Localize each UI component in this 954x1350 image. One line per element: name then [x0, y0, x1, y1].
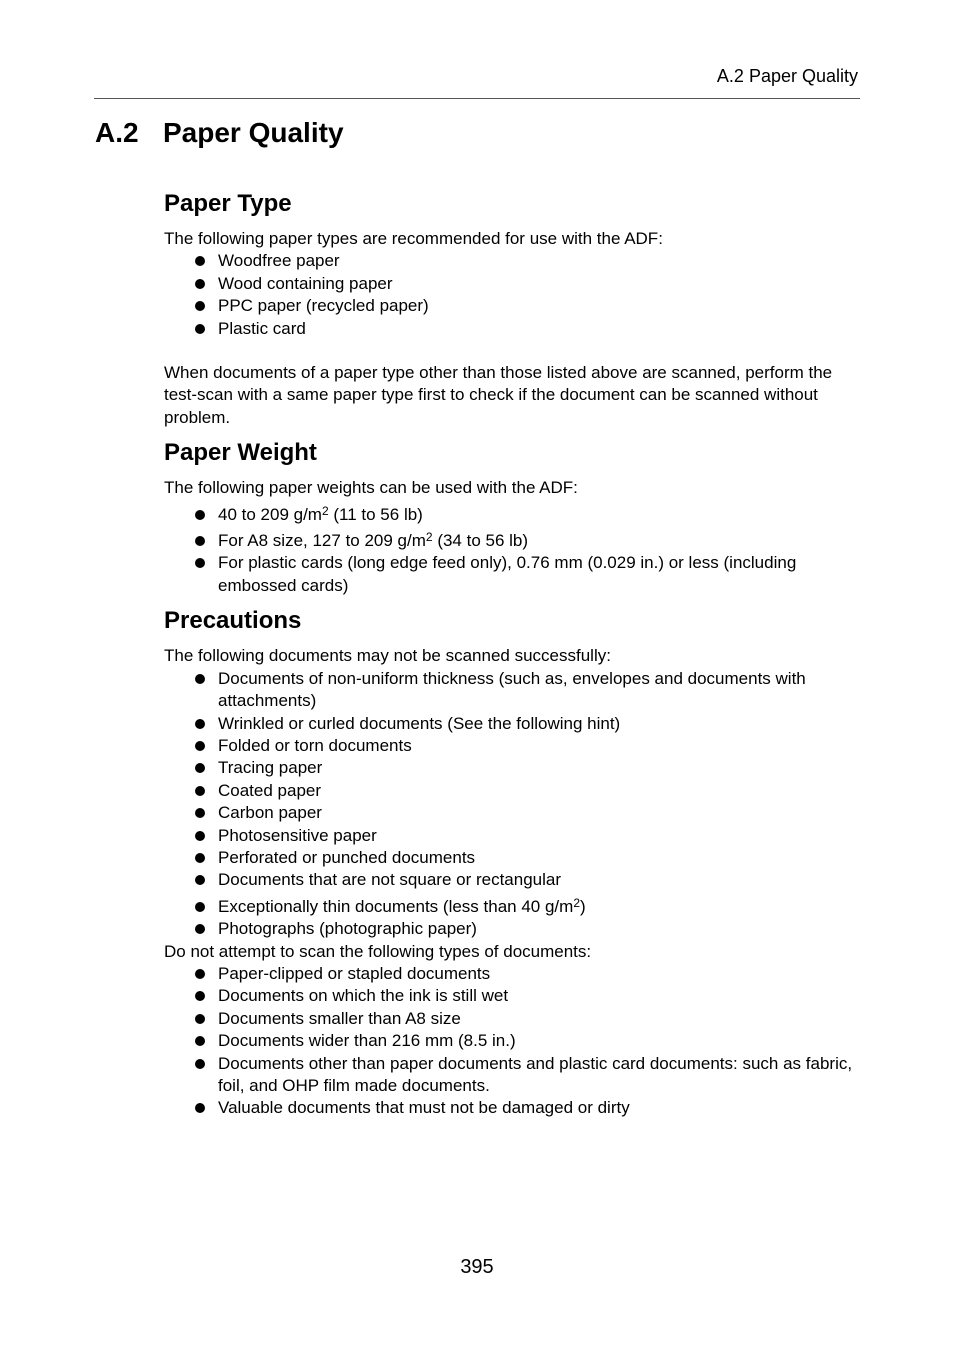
bullet-icon	[195, 969, 205, 979]
list-item: Documents wider than 216 mm (8.5 in.)	[164, 1030, 864, 1052]
bullet-icon	[195, 719, 205, 729]
bullet-icon	[195, 1059, 205, 1069]
chapter-number: A.2	[95, 117, 139, 148]
list-item: Documents that are not square or rectangular	[164, 869, 864, 891]
paper-type-intro: The following paper types are recommended for use with the ADF:	[164, 229, 663, 248]
main-content	[164, 188, 864, 1120]
list-item: Paper-clipped or stapled documents	[164, 963, 864, 985]
list-item: Coated paper	[164, 780, 864, 802]
bullet-icon	[195, 1103, 205, 1113]
bullet-icon	[195, 763, 205, 773]
bullet-icon	[195, 1014, 205, 1024]
list-item: Documents on which the ink is still wet	[164, 985, 864, 1007]
bullet-icon	[195, 536, 205, 546]
bullet-icon	[195, 558, 205, 568]
section-heading-paper-type: Paper Type	[164, 190, 292, 217]
list-item: Tracing paper	[164, 757, 864, 779]
bullet-icon	[195, 674, 205, 684]
bullet-icon	[195, 924, 205, 934]
section-heading-paper-weight: Paper Weight	[164, 439, 317, 467]
do-not-list	[164, 963, 864, 1120]
list-item: For A8 size, 127 to 209 $g/m^2$ (34 to 56 lb)	[164, 526, 864, 552]
chapter-title	[95, 117, 344, 149]
precautions-list	[164, 668, 864, 941]
chapter-title-text: Paper Quality	[163, 117, 344, 148]
bullet-icon	[195, 875, 205, 885]
list-item: Valuable documents that must not be damaged or dirty	[164, 1097, 864, 1119]
paper-type-list	[164, 250, 864, 340]
paper-type-note: When documents of a paper type other than those listed above are scanned, perform the test-scan with a same paper type first to check if the document can be scanned without problem.	[164, 363, 833, 427]
list-item: Wrinkled or curled documents (See the following hint)	[164, 713, 864, 735]
list-item: Documents other than paper documents and plastic card documents: such as fabric, foil, and OHP film made documents.	[164, 1053, 864, 1098]
bullet-icon	[195, 324, 205, 334]
bullet-icon	[195, 741, 205, 751]
list-item: Photosensitive paper	[164, 825, 864, 847]
list-item: Documents of non-uniform thickness (such as, envelopes and documents with attachments)	[164, 668, 864, 713]
list-item: For plastic cards (long edge feed only), 0.76 mm (0.029 in.) or less (including embossed cards)	[164, 552, 864, 597]
list-item: 40 to 209 $g/m^2$ (11 to 56 lb)	[164, 500, 864, 526]
running-header: A.2 Paper Quality	[716, 66, 858, 86]
list-item: Exceptionally thin documents (less than 40 $g/m^2$)	[164, 892, 864, 918]
bullet-icon	[195, 256, 205, 266]
list-item: Folded or torn documents	[164, 735, 864, 757]
paper-weight-list	[164, 500, 864, 598]
list-item: Carbon paper	[164, 802, 864, 824]
bullet-icon	[195, 1036, 205, 1046]
section-heading-precautions: Precautions	[164, 607, 302, 635]
bullet-icon	[195, 902, 205, 912]
list-item: Perforated or punched documents	[164, 847, 864, 869]
paper-weight-intro: The following paper weights can be used with the ADF:	[164, 478, 578, 498]
page-number: 395	[460, 1256, 494, 1278]
list-item: Wood containing paper	[164, 273, 864, 295]
bullet-icon	[195, 301, 205, 311]
list-item: Photographs (photographic paper)	[164, 918, 864, 940]
bullet-icon	[195, 831, 205, 841]
list-item: Woodfree paper	[164, 250, 864, 272]
bullet-icon	[195, 786, 205, 796]
do-not-intro: Do not attempt to scan the following types of documents:	[164, 941, 592, 961]
list-item: Plastic card	[164, 318, 864, 340]
precautions-intro: The following documents may not be scanned successfully:	[164, 646, 611, 666]
list-item: PPC paper (recycled paper)	[164, 295, 864, 317]
bullet-icon	[195, 991, 205, 1001]
header-divider	[94, 98, 860, 99]
bullet-icon	[195, 510, 205, 520]
list-item: Documents smaller than A8 size	[164, 1008, 864, 1030]
bullet-icon	[195, 808, 205, 818]
bullet-icon	[195, 279, 205, 289]
bullet-icon	[195, 853, 205, 863]
